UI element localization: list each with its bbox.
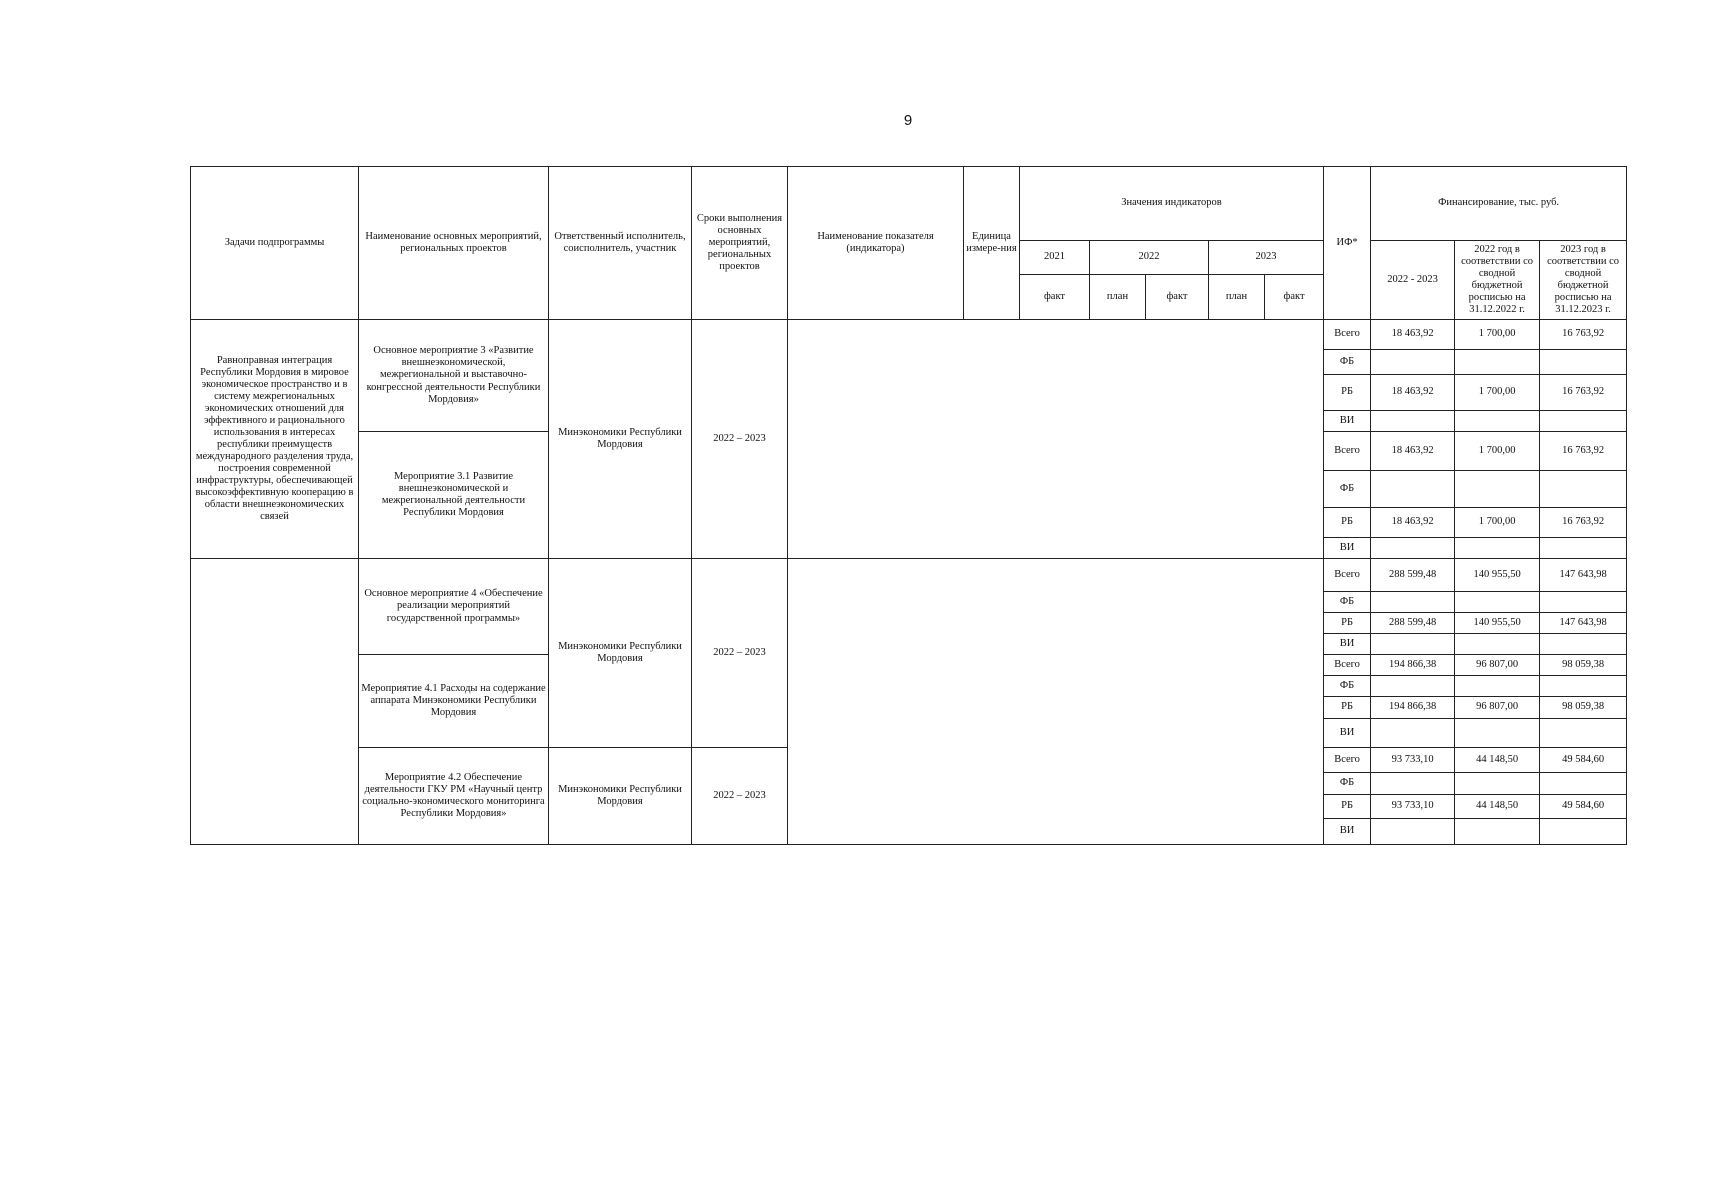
header-year-2022: 2022 (1090, 241, 1209, 275)
value-2023: 147 643,98 (1540, 613, 1627, 634)
value-total: 18 463,92 (1371, 508, 1455, 538)
header-events: Наименование основных мероприятий, региональных проектов (359, 167, 549, 320)
header-fin-2022: 2022 год в соответствии со сводной бюджетной росписью на 31.12.2022 г. (1455, 241, 1540, 320)
header-if: ИФ* (1324, 167, 1371, 320)
value-2023: 49 584,60 (1540, 795, 1627, 819)
if-cell: Всего (1324, 748, 1371, 773)
header-unit: Единица измере-ния (964, 167, 1020, 320)
header-fact-2022: факт (1146, 275, 1209, 320)
task-cell: Равноправная интеграция Республики Мордовия в мировое экономическое пространство и в систему межрегиональных экономических отношений для эффективного и рационального использования в интересах республики преимуществ международного разделения труда, построения современной инфраструктуры, обеспечивающей высокоэффективную кооперацию в области внешнеэкономических связей (191, 320, 359, 559)
event-cell: Мероприятие 4.1 Расходы на содержание аппарата Минэкономики Республики Мордовия (359, 655, 549, 748)
value-total (1371, 411, 1455, 432)
value-2023: 16 763,92 (1540, 320, 1627, 350)
value-2022: 1 700,00 (1455, 375, 1540, 411)
header-fact-2023: факт (1265, 275, 1324, 320)
value-2023 (1540, 411, 1627, 432)
value-total (1371, 350, 1455, 375)
value-2023 (1540, 719, 1627, 748)
value-total (1371, 538, 1455, 559)
if-cell: РБ (1324, 375, 1371, 411)
value-2023: 147 643,98 (1540, 559, 1627, 592)
value-total: 93 733,10 (1371, 795, 1455, 819)
value-2022: 1 700,00 (1455, 320, 1540, 350)
header-tasks: Задачи подпрограммы (191, 167, 359, 320)
if-cell: ВИ (1324, 819, 1371, 845)
value-2023: 16 763,92 (1540, 432, 1627, 471)
value-2023 (1540, 634, 1627, 655)
value-2022 (1455, 411, 1540, 432)
value-2022: 1 700,00 (1455, 432, 1540, 471)
value-total (1371, 719, 1455, 748)
value-total (1371, 471, 1455, 508)
value-2022 (1455, 773, 1540, 795)
value-2023: 16 763,92 (1540, 508, 1627, 538)
if-cell: Всего (1324, 320, 1371, 350)
if-cell: ФБ (1324, 592, 1371, 613)
value-2022 (1455, 676, 1540, 697)
event-cell: Основное мероприятие 4 «Обеспечение реализации мероприятий государственной программы» (359, 559, 549, 655)
if-cell: РБ (1324, 508, 1371, 538)
value-2022: 140 955,50 (1455, 613, 1540, 634)
header-row-1 (191, 167, 1627, 241)
if-cell: ВИ (1324, 538, 1371, 559)
terms-cell: 2022 – 2023 (692, 320, 788, 559)
header-fact-2021: факт (1020, 275, 1090, 320)
header-year-2021: 2021 (1020, 241, 1090, 275)
value-2023: 16 763,92 (1540, 375, 1627, 411)
if-cell: ВИ (1324, 411, 1371, 432)
value-2022: 96 807,00 (1455, 655, 1540, 676)
event-cell: Мероприятие 4.2 Обеспечение деятельности ГКУ РМ «Научный центр социально-экономического мониторинга Республики Мордовия» (359, 748, 549, 845)
value-total: 18 463,92 (1371, 375, 1455, 411)
header-financing: Финансирование, тыс. руб. (1371, 167, 1627, 241)
value-total: 288 599,48 (1371, 613, 1455, 634)
value-total (1371, 592, 1455, 613)
responsible-cell: Минэкономики Республики Мордовия (549, 320, 692, 559)
value-total: 194 866,38 (1371, 697, 1455, 719)
value-2023 (1540, 350, 1627, 375)
value-2022 (1455, 538, 1540, 559)
if-cell: РБ (1324, 697, 1371, 719)
value-2022: 140 955,50 (1455, 559, 1540, 592)
header-terms: Сроки выполнения основных мероприятий, региональных проектов (692, 167, 788, 320)
value-2022 (1455, 471, 1540, 508)
indicator-empty-area (788, 320, 1324, 559)
value-2022: 44 148,50 (1455, 748, 1540, 773)
value-2022 (1455, 819, 1540, 845)
value-2022 (1455, 592, 1540, 613)
if-cell: Всего (1324, 655, 1371, 676)
responsible-cell: Минэкономики Республики Мордовия (549, 559, 692, 748)
value-total (1371, 634, 1455, 655)
value-2022: 44 148,50 (1455, 795, 1540, 819)
header-fin-2023: 2023 год в соответствии со сводной бюджетной росписью на 31.12.2023 г. (1540, 241, 1627, 320)
value-total (1371, 676, 1455, 697)
header-responsible: Ответственный исполнитель, соисполнитель, участник (549, 167, 692, 320)
if-cell: ФБ (1324, 773, 1371, 795)
table-row (191, 320, 1627, 350)
if-cell: ФБ (1324, 676, 1371, 697)
responsible-cell: Минэкономики Республики Мордовия (549, 748, 692, 845)
header-plan-2022: план (1090, 275, 1146, 320)
if-cell: ВИ (1324, 634, 1371, 655)
value-2022: 1 700,00 (1455, 508, 1540, 538)
header-year-2023: 2023 (1209, 241, 1324, 275)
terms-cell: 2022 – 2023 (692, 559, 788, 748)
value-total: 288 599,48 (1371, 559, 1455, 592)
terms-cell: 2022 – 2023 (692, 748, 788, 845)
value-2023 (1540, 538, 1627, 559)
if-cell: ФБ (1324, 471, 1371, 508)
value-2023: 98 059,38 (1540, 697, 1627, 719)
value-2022 (1455, 719, 1540, 748)
if-cell: ВИ (1324, 719, 1371, 748)
program-table (190, 166, 1627, 845)
value-2023 (1540, 471, 1627, 508)
value-2023 (1540, 676, 1627, 697)
value-2022 (1455, 350, 1540, 375)
if-cell: ФБ (1324, 350, 1371, 375)
value-2023: 98 059,38 (1540, 655, 1627, 676)
value-total: 194 866,38 (1371, 655, 1455, 676)
value-2023 (1540, 592, 1627, 613)
value-2023: 49 584,60 (1540, 748, 1627, 773)
value-2023 (1540, 773, 1627, 795)
if-cell: Всего (1324, 432, 1371, 471)
page-number: 9 (903, 112, 913, 129)
header-indicator-name: Наименование показателя (индикатора) (788, 167, 964, 320)
task-cell (191, 559, 359, 845)
header-plan-2023: план (1209, 275, 1265, 320)
value-2022: 96 807,00 (1455, 697, 1540, 719)
header-fin-period: 2022 - 2023 (1371, 241, 1455, 320)
value-total: 93 733,10 (1371, 748, 1455, 773)
event-cell: Основное мероприятие 3 «Развитие внешнеэкономической, межрегиональной и выставочно-конгрессной деятельности Республики Мордовия» (359, 320, 549, 432)
value-total (1371, 773, 1455, 795)
value-total: 18 463,92 (1371, 432, 1455, 471)
header-indicator-values: Значения индикаторов (1020, 167, 1324, 241)
value-total: 18 463,92 (1371, 320, 1455, 350)
indicator-empty-area (788, 559, 1324, 845)
table-row (191, 559, 1627, 592)
if-cell: РБ (1324, 613, 1371, 634)
if-cell: РБ (1324, 795, 1371, 819)
value-2022 (1455, 634, 1540, 655)
value-total (1371, 819, 1455, 845)
value-2023 (1540, 819, 1627, 845)
if-cell: Всего (1324, 559, 1371, 592)
event-cell: Мероприятие 3.1 Развитие внешнеэкономической и межрегиональной деятельности Республики Мордовия (359, 432, 549, 559)
